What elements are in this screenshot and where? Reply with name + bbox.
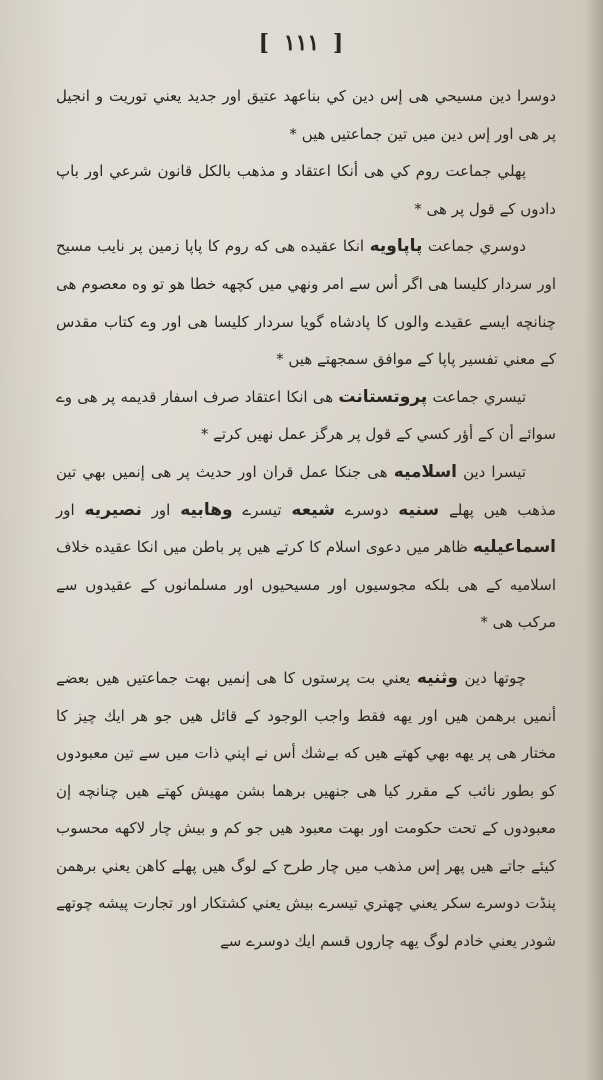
term-sunniya: سنيه [398,499,440,520]
paragraph-body: هى انكا اعتقاد صرف اسفار قديمه پر هى وے سوائے أن كے أؤر كسي كے قول پر هرگز عمل نهيں كرتے * [56,387,556,444]
paragraph-body: يعني بت پرستوں كا هى إنميں بهت جماعتيں هيں بعضے أنميں برهمن هيں اور يهه فقط واجب الوجود كے قائل هيں جو هر ايك چيز كا مختار هى پر يهه بهي كهتے هيں كه بےشك أس نے اپني ذات ميں سے تين معبودوں كو بطور نائب كے مقرر كيا هى جنهيں برهما بشن مهيش كهتے هيں چنانچه إن معبودوں كے تحت حكومت اور بهت معبود هيں جو كم و بيش چار لاكهه محسوب كيئے جاتے هيں پهر إس مذهب ميں چار طرح كے لوگ هيں پهلے كاهن يعني برهمن پنڈت دوسرے سكر يعني چهتري تيسرے بيش يعني كشتكار اور تجارت پيشه چوتهے شودر يعني خادم لوگ يهه چاروں قسم ايك دوسرے سے [56,668,556,951]
paragraph-christianity: دوسرا دين مسيحي هى إس دين كي بناعهد عتيق اور جديد يعني توريت و انجيل پر هى اور إس دين ميں تين جماعتيں هيں * [56,87,556,143]
paragraph-islamiya [56,454,556,642]
page-header [0,30,603,56]
paragraph-body: هى جنكا عمل قران اور حديث پر هى إنميں بهي تين مذهب هيں پهلے [56,462,556,519]
paragraph-body: اور [56,500,75,519]
paragraph-body: اور [151,500,171,519]
paragraph-papawiya [56,228,556,378]
term-ismailiya: اسماعيليه [472,537,556,558]
paragraph-lead: دوسري جماعت [427,237,526,256]
body-text [56,78,556,961]
term-wathaniya: وثنيه [416,667,458,688]
paragraph-body: انكا عقيده هى كه روم كا پاپا زمين پر نايب مسيح اور سردار كليسا هى اگر أس سے امر ونهي ميں كچهه خطا هو تو وه معصوم هى چنانچه ايسے عقيدے والوں كا پادشاه گويا سردار كليسا هى اور وے كتاب مقدس كے معني تفسير پاپا كے موافق سمجهتے هيں * [56,237,556,369]
paragraph-body: تيسرے [242,500,282,519]
paragraph-lead: تيسري جماعت [432,387,527,406]
term-nusairiya: نصيريه [84,499,142,520]
term-islamiya: اسلاميه [393,461,457,482]
paragraph-protestant [56,379,556,454]
page-edge-shadow [585,0,603,1080]
term-wahhabiya: وهابيه [180,499,233,520]
paragraph-lead: چوتها دين [464,668,526,687]
paragraph-body: دوسرے [344,500,389,519]
term-protestant: پروتستانت [338,386,428,407]
header-bracket-close: ] [332,30,345,56]
header-bracket-open: [ [258,30,271,56]
page-number: ١١١ [283,30,320,56]
paragraph-rome: پهلي جماعت روم كي هى أنكا اعتقاد و مذهب بالكل قانون شرعي اور باپ دادوں كے قول پر هى * [56,162,556,218]
term-shiia: شيعه [291,499,335,520]
paragraph-lead: تيسرا دين [463,462,526,481]
paragraph-wathaniya [56,660,556,961]
term-papawiya: پاپاويه [369,236,423,257]
paragraph-body: ظاهر ميں دعوى اسلام كا كرتے هيں پر باطن ميں انكا عقيده خلاف اسلاميه كے هى بلكه مجوسيوں اور مسيحيوں اور مسلمانوں كے عقيدوں سے مركب هى * [56,538,556,632]
